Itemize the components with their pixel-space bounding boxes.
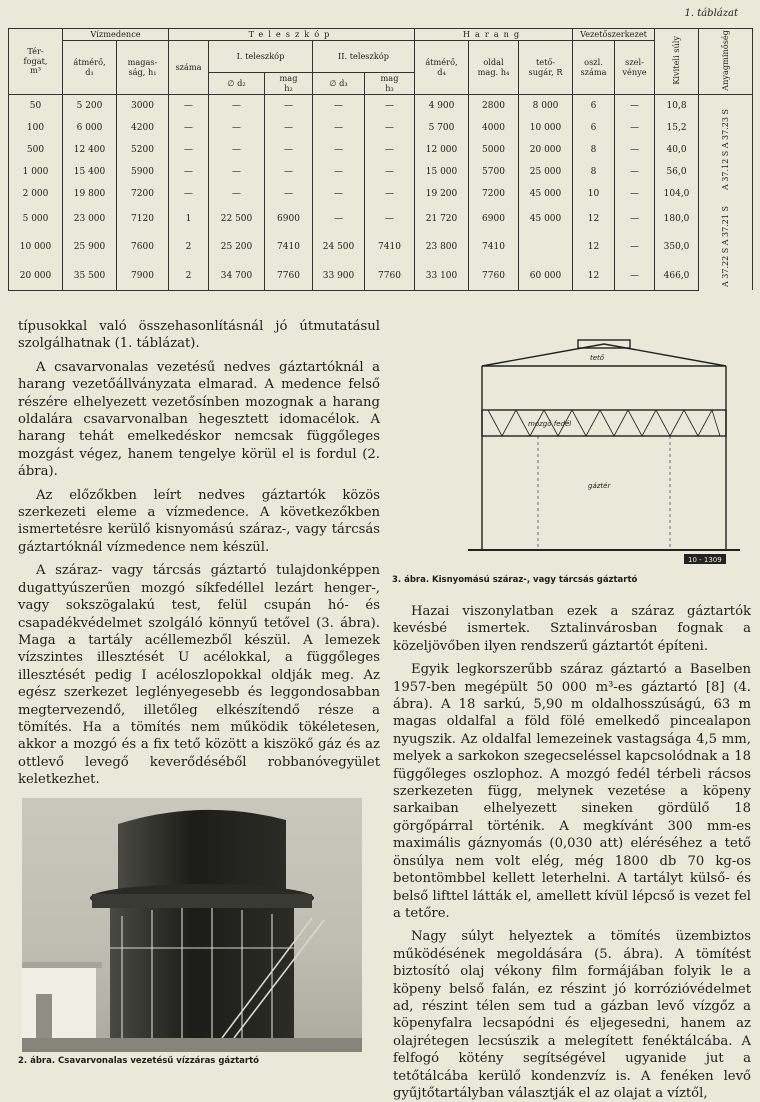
th-oszlszama: oszl. száma xyxy=(573,41,615,95)
table-cell: 5 700 xyxy=(415,117,469,139)
table-cell: — xyxy=(313,117,365,139)
table-cell: 6 000 xyxy=(63,117,117,139)
table-cell: 56,0 xyxy=(655,161,699,183)
table-cell: 4000 xyxy=(469,117,519,139)
th-terfogat: Tér- fogat, m³ xyxy=(9,29,63,95)
table-cell: 24 500 xyxy=(313,233,365,261)
material-grade: A 37.22 S A 37.21 S xyxy=(699,205,753,290)
table-cell: — xyxy=(313,139,365,161)
table-cell: 2 000 xyxy=(9,183,63,205)
table-cell: 104,0 xyxy=(655,183,699,205)
table-cell: — xyxy=(615,233,655,261)
table-cell: — xyxy=(313,161,365,183)
table-cell: — xyxy=(209,183,265,205)
figure-2-caption: 2. ábra. Csavarvonalas vezetésű vízzáras gáztartó xyxy=(18,1056,259,1066)
figure-3-caption: 3. ábra. Kisnyomású száraz-, vagy tárcsás gáztartó xyxy=(392,575,638,585)
table-cell: 7410 xyxy=(365,233,415,261)
th-anyagminoseg: Anyagminőség xyxy=(699,29,753,95)
fig3-label-teto: tető xyxy=(590,354,605,362)
table-cell: 15 400 xyxy=(63,161,117,183)
table-cell: 12 400 xyxy=(63,139,117,161)
table-cell: 5 200 xyxy=(63,95,117,118)
th-szama: száma xyxy=(169,41,209,95)
table-cell: — xyxy=(365,117,415,139)
table-cell: — xyxy=(209,95,265,118)
table-cell: 5000 xyxy=(469,139,519,161)
material-grade: A 37.12 S A 37.23 S xyxy=(699,95,753,206)
table-cell: — xyxy=(209,117,265,139)
th-h4: oldal mag. h₄ xyxy=(469,41,519,95)
table-cell: 20 000 xyxy=(9,262,63,291)
table-cell: 4 900 xyxy=(415,95,469,118)
table-cell: 7900 xyxy=(117,262,169,291)
figure-3-drawing xyxy=(458,338,750,582)
th-szelveny: szel- vénye xyxy=(615,41,655,95)
table-cell: — xyxy=(313,205,365,233)
table-cell: — xyxy=(265,161,313,183)
table-cell: 350,0 xyxy=(655,233,699,261)
table-cell: 35 500 xyxy=(63,262,117,291)
table-row xyxy=(9,205,753,233)
table-cell: 7120 xyxy=(117,205,169,233)
table-cell: — xyxy=(209,139,265,161)
table-cell: 7760 xyxy=(365,262,415,291)
table-cell: 7200 xyxy=(117,183,169,205)
table-cell: — xyxy=(615,205,655,233)
table-cell: 7600 xyxy=(117,233,169,261)
table-cell: 12 xyxy=(573,262,615,291)
th-vizmedence: Vízmedence xyxy=(63,29,169,41)
fig3-label-fedel: mozgó fedél xyxy=(528,420,572,428)
table-cell: 50 xyxy=(9,95,63,118)
right-column xyxy=(393,603,751,1102)
table-cell: 6 xyxy=(573,95,615,118)
table-cell: 25 200 xyxy=(209,233,265,261)
table-cell: — xyxy=(365,139,415,161)
paragraph: A száraz- vagy tárcsás gáztartó tulajdonképpen dugattyúszerűen mozgó síkfedéllel lezárt henger-, vagy sokszögalakú test, felül csupán hó- és csapadékvédelmet szolgáló könnyű tetővel (3. ábra). Maga a tartály acéllemezből készül. A lemezek vízszintes illesztését U acélokkal, a függőleges illesztését pedig I acéloszlopokkal oldják meg. Az egész szerkezet leglényegesebb és leggondosabban megtervezendő, illetőleg elkészítendő része a tömítés. Ha a tömítés nem működik tökéletesen, akkor a mozgó és a fix tető között a kiszökő gáz és az ottlevő levegő keverődéséből robbanóvegyület keletkezhet. xyxy=(18,563,380,788)
table-cell: 10 000 xyxy=(9,233,63,261)
table-cell: — xyxy=(209,161,265,183)
table-cell: 8 000 xyxy=(519,95,573,118)
table-cell: — xyxy=(169,183,209,205)
table-cell: — xyxy=(615,139,655,161)
table-cell: 19 200 xyxy=(415,183,469,205)
table-cell: 12 xyxy=(573,233,615,261)
table-cell: 7760 xyxy=(469,262,519,291)
paragraph: Hazai viszonylatban ezek a száraz gáztartók kevésbé ismertek. Sztalinvárosban fognak a közeljövőben ilyen rendszerű gáztartót építeni. xyxy=(393,604,751,654)
table-cell: — xyxy=(615,161,655,183)
th-harang: Harang xyxy=(415,29,573,41)
table-cell: 1 000 xyxy=(9,161,63,183)
fig3-label-gaz: gáztér xyxy=(588,482,611,490)
table-cell: — xyxy=(365,161,415,183)
th-h3: mag h₃ xyxy=(365,73,415,95)
table-cell: 10 000 xyxy=(519,117,573,139)
gasholder-table xyxy=(8,28,753,291)
th-vezeto: Vezetőszerkezet xyxy=(573,29,655,41)
table-cell: 25 900 xyxy=(63,233,117,261)
table-cell: 7760 xyxy=(265,262,313,291)
table-cell: 15,2 xyxy=(655,117,699,139)
paragraph: Egyik legkorszerűbb száraz gáztartó a Baselben 1957-ben megépült 50 000 m³-es gáztartó [8] (4. ábra). A 18 sarkú, 5,90 m oldalhosszúságú, 63 m magas oldalfal a föld fölé emelkedő pincealapon nyugszik. Az oldalfal lemezeinek vastagsága 4,5 mm, melyek a sarkokon szegecseléssel kapcsolódnak a 18 függőleges oszlophoz. A mozgó fedél térbeli rácsos szerkezeten függ, melynek vezetése a köpeny sarkaiban elhelyezett sineken gördülő 18 görgőpárral történik. A megkívánt 300 mm-es maximális gáznyomás (0,030 att) eléréséhez a tető önsúlya nem volt elég, még 1800 db 70 kg-os betontömbbel kellett leterhelni. A tartályt külső- és belső lifttel látták el, amellett kívül lépcső is vezet fel a tetőre. xyxy=(393,662,751,921)
th-kivitelisuly: Kiviteli súly xyxy=(655,29,699,95)
table-cell: — xyxy=(365,205,415,233)
table-cell: 8 xyxy=(573,139,615,161)
th-h2: mag h₂ xyxy=(265,73,313,95)
table-cell: 33 100 xyxy=(415,262,469,291)
table-row xyxy=(9,139,753,161)
table-cell: 23 800 xyxy=(415,233,469,261)
table-cell: 40,0 xyxy=(655,139,699,161)
th-tetosugar: tető- sugár, R xyxy=(519,41,573,95)
table-cell: — xyxy=(265,117,313,139)
table-row xyxy=(9,183,753,205)
table-row xyxy=(9,161,753,183)
table-cell: 6900 xyxy=(265,205,313,233)
table-cell: 2800 xyxy=(469,95,519,118)
table-cell: 500 xyxy=(9,139,63,161)
table-cell: — xyxy=(169,117,209,139)
table-cell: 100 xyxy=(9,117,63,139)
table-cell: 45 000 xyxy=(519,205,573,233)
table-cell: 8 xyxy=(573,161,615,183)
paragraph: A csavarvonalas vezetésű nedves gáztartóknál a harang vezetőállványzata elmarad. A medence felső részére elhelyezett vezetősínben mozognak a harang oldalára csavarvonalban hegesztett idomacélok. A harang tehát emelkedéskor nemcsak függőleges mozgást végez, hanem tengelye körül el is fordul (2. ábra). xyxy=(18,359,380,480)
table-cell: — xyxy=(313,95,365,118)
table-cell: — xyxy=(313,183,365,205)
table-cell: — xyxy=(615,95,655,118)
th-teleszkop: Teleszkóp xyxy=(169,29,415,41)
table-cell: — xyxy=(365,95,415,118)
table-label: 1. táblázat xyxy=(684,8,738,19)
table-cell: 6 xyxy=(573,117,615,139)
table-cell: 6900 xyxy=(469,205,519,233)
table-cell: 33 900 xyxy=(313,262,365,291)
table-cell: 2 xyxy=(169,233,209,261)
table-cell: 180,0 xyxy=(655,205,699,233)
th-d4: átmérő, d₄ xyxy=(415,41,469,95)
paragraph: Az előzőkben leírt nedves gáztartók közös szerkezeti eleme a vízmedence. A következőkben ismertetésre kerülő kisnyomású száraz-, vagy tárcsás gáztartóknál vízmedence nem készül. xyxy=(18,487,380,555)
table-cell: 22 500 xyxy=(209,205,265,233)
table-row xyxy=(9,233,753,261)
table-cell xyxy=(519,233,573,261)
table-cell: — xyxy=(265,139,313,161)
table-row xyxy=(9,262,753,291)
table-row xyxy=(9,117,753,139)
table-cell: — xyxy=(169,139,209,161)
table-cell: — xyxy=(615,262,655,291)
table-cell: 5700 xyxy=(469,161,519,183)
table-cell: 34 700 xyxy=(209,262,265,291)
table-cell: 45 000 xyxy=(519,183,573,205)
table-cell: 12 xyxy=(573,205,615,233)
table-cell: 1 xyxy=(169,205,209,233)
table-cell: — xyxy=(169,161,209,183)
table-cell: — xyxy=(169,95,209,118)
table-cell: 5900 xyxy=(117,161,169,183)
th-d3: ∅ d₃ xyxy=(313,73,365,95)
th-d2: ∅ d₂ xyxy=(209,73,265,95)
table-cell: 19 800 xyxy=(63,183,117,205)
left-column xyxy=(18,318,380,789)
table-cell: 7410 xyxy=(265,233,313,261)
table-cell: 4200 xyxy=(117,117,169,139)
table-cell: 12 000 xyxy=(415,139,469,161)
table-cell: 2 xyxy=(169,262,209,291)
table-cell: 10,8 xyxy=(655,95,699,118)
fig3-code: 10 - 1309 xyxy=(688,556,722,564)
table-cell: 10 xyxy=(573,183,615,205)
paragraph: Nagy súlyt helyeztek a tömítés üzembiztos működésének megoldására (5. ábra). A tömítést biztosító olaj vékony film formájában folyik le a köpeny belső falán, ez részint jó korrózióvédelmet ad, részint télen sem tud a gázban levő vízgőz a köpenyfalra lecsapódni és eljegesedni, hanem az olajrétegen lecsúszik a melegített fenéktálcába. A felfogó kötény segítségével ugyanide jut a tetőtálcába kerülő kondenzvíz is. A fenéken levő gyűjtőtartályban választják el az olajat a víztől, xyxy=(393,929,751,1101)
table-cell: — xyxy=(615,183,655,205)
table-cell: 15 000 xyxy=(415,161,469,183)
table-cell: — xyxy=(615,117,655,139)
table-cell: 21 720 xyxy=(415,205,469,233)
table-cell: 23 000 xyxy=(63,205,117,233)
figure-2-photo xyxy=(22,798,362,1052)
table-cell: 60 000 xyxy=(519,262,573,291)
th-d1: átmérő, d₁ xyxy=(63,41,117,95)
paragraph: típusokkal való összehasonlításnál jó útmutatásul szolgálhatnak (1. táblázat). xyxy=(18,319,380,352)
table-row xyxy=(9,95,753,118)
table-cell: 7200 xyxy=(469,183,519,205)
table-cell: — xyxy=(365,183,415,205)
th-tel2: II. teleszkóp xyxy=(313,41,415,73)
table-cell: 5200 xyxy=(117,139,169,161)
table-cell: 466,0 xyxy=(655,262,699,291)
table-cell: 5 000 xyxy=(9,205,63,233)
table-cell: 25 000 xyxy=(519,161,573,183)
table-cell: 3000 xyxy=(117,95,169,118)
table-cell: 20 000 xyxy=(519,139,573,161)
table-cell: 7410 xyxy=(469,233,519,261)
th-h1: magas- ság, h₁ xyxy=(117,41,169,95)
table-cell: — xyxy=(265,95,313,118)
th-tel1: I. teleszkóp xyxy=(209,41,313,73)
table-cell: — xyxy=(265,183,313,205)
